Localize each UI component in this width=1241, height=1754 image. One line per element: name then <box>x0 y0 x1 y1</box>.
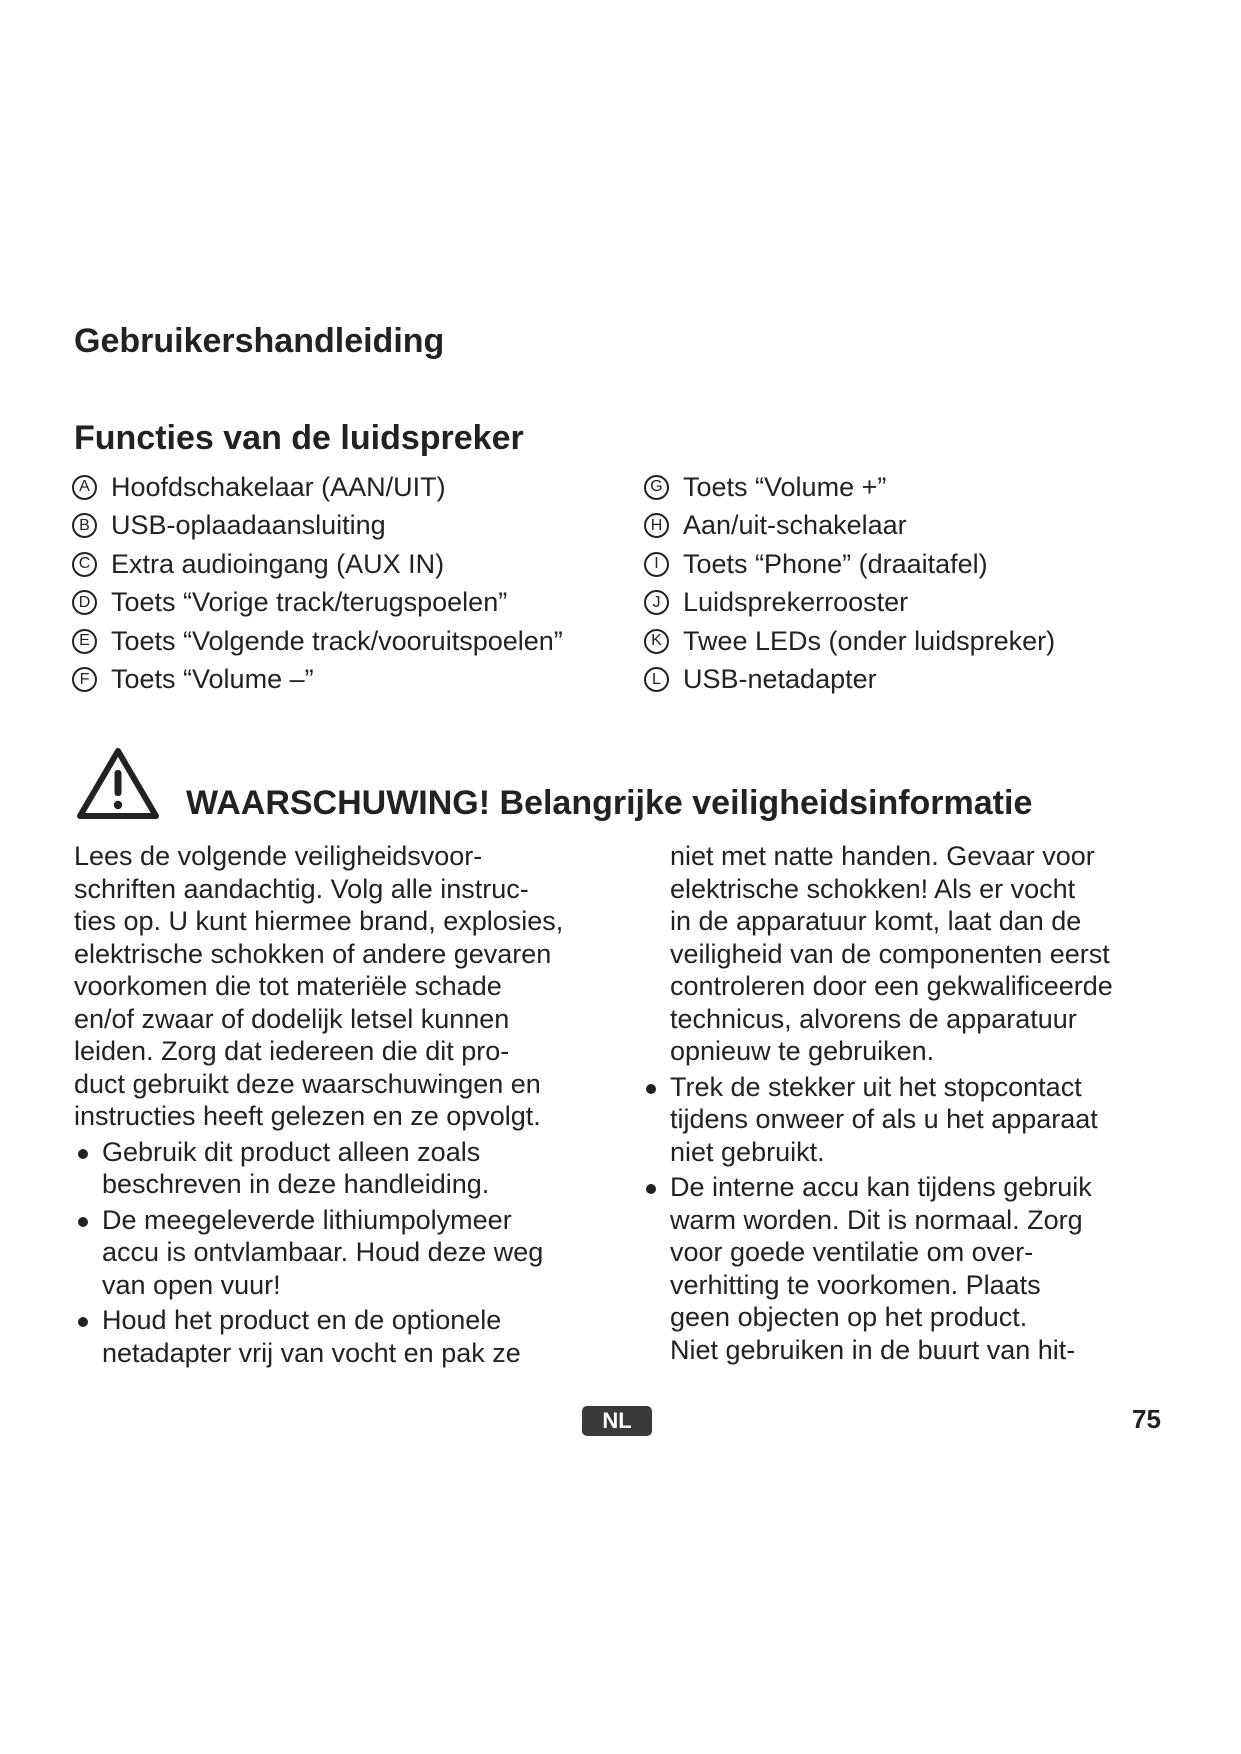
feature-item <box>644 584 1204 623</box>
circled-letter: F <box>72 667 97 692</box>
text-line: technicus, alvorens de apparatuur <box>670 1003 1077 1034</box>
circled-letter: G <box>644 475 669 500</box>
circled-letter: I <box>644 552 669 577</box>
feature-label: Extra audioingang (AUX IN) <box>111 548 445 579</box>
warning-bullet <box>642 1171 1210 1366</box>
text-line: Gebruik dit product alleen zoals <box>102 1136 481 1167</box>
feature-item <box>644 661 1204 700</box>
circled-letter: K <box>644 629 669 654</box>
bullet-dot <box>78 1317 88 1327</box>
circled-letter: C <box>72 552 97 577</box>
text-line: ties op. U kunt hiermee brand, explosies, <box>74 906 564 936</box>
bullet-dot <box>78 1149 88 1159</box>
feature-label: Toets “Volume –” <box>111 664 314 695</box>
text-line: verhitting te voorkomen. Plaats <box>670 1269 1041 1300</box>
text-line: De interne accu kan tijdens gebruik <box>670 1172 1092 1202</box>
warning-bullet <box>74 1304 634 1369</box>
text-line: tijdens onweer of als u het apparaat <box>670 1104 1098 1134</box>
circled-letter: B <box>72 513 97 538</box>
bullet-dot <box>646 1084 656 1094</box>
text-line: veiligheid van de componenten eerst <box>670 938 1110 969</box>
text-line: duct gebruikt deze waarschuwingen en <box>74 1068 541 1099</box>
text-line: in de apparatuur komt, laat dan de <box>670 906 1082 936</box>
text-line: leiden. Zorg dat iedereen die dit pro- <box>74 1036 510 1066</box>
text-line: Trek de stekker uit het stopcontact <box>670 1071 1082 1102</box>
text-line: controleren door een gekwalificeerde <box>670 971 1113 1001</box>
warning-triangle-icon <box>76 746 160 820</box>
feature-label: USB-netadapter <box>683 664 877 695</box>
feature-item <box>72 507 632 546</box>
text-line: accu is ontvlambaar. Houd deze weg <box>102 1237 544 1267</box>
text-line: elektrische schokken! Als er vocht <box>670 873 1076 904</box>
feature-item <box>72 661 632 700</box>
page-number: 75 <box>1132 1404 1161 1434</box>
feature-label: Toets “Phone” (draaitafel) <box>683 548 988 579</box>
text-line: instructies heeft gelezen en ze opvolgt. <box>74 1101 541 1131</box>
text-line: geen objecten op het product. <box>670 1302 1028 1332</box>
circled-letter: E <box>72 629 97 654</box>
feature-item <box>72 622 632 661</box>
circled-letter: D <box>72 590 97 615</box>
feature-item <box>644 545 1204 584</box>
warning-bullet <box>642 1071 1210 1169</box>
feature-label: Aan/uit-schakelaar <box>683 510 907 541</box>
text-line: schriften aandachtig. Volg alle instruc- <box>74 873 529 904</box>
text-line: van open vuur! <box>102 1269 281 1300</box>
text-line: voorkomen die tot materiële schade <box>74 971 502 1001</box>
text-line: Lees de volgende veiligheidsvoor- <box>74 841 483 871</box>
feature-label: Hoofdschakelaar (AAN/UIT) <box>111 471 446 502</box>
feature-label: Luidsprekerrooster <box>683 587 909 618</box>
text-line: niet gebruikt. <box>670 1136 825 1167</box>
feature-item <box>644 622 1204 661</box>
document-title: Gebruikershandleiding <box>74 322 445 360</box>
bullet-dot <box>78 1217 88 1227</box>
text-line: niet met natte handen. Gevaar voor <box>670 841 1095 871</box>
feature-item <box>72 468 632 507</box>
warning-intro <box>74 840 634 1133</box>
warning-column-right <box>670 840 1210 1366</box>
warning-column-left <box>74 840 634 1369</box>
text-line: Niet gebruiken in de buurt van hit- <box>670 1334 1076 1365</box>
circled-letter: L <box>644 667 669 692</box>
language-badge: NL <box>582 1406 652 1436</box>
text-line: beschreven in deze handleiding. <box>102 1169 490 1199</box>
feature-item <box>72 545 632 584</box>
warning-bullet <box>74 1136 634 1201</box>
features-title: Functies van de luidspreker <box>74 419 524 457</box>
text-line: voor goede ventilatie om over- <box>670 1237 1034 1267</box>
feature-label: Twee LEDs (onder luidspreker) <box>683 625 1056 656</box>
circled-letter: A <box>72 475 97 500</box>
warning-bullet <box>74 1204 634 1302</box>
feature-label: Toets “Volgende track/vooruitspoelen” <box>111 625 563 656</box>
feature-label: Toets “Vorige track/terugspoelen” <box>111 587 508 618</box>
feature-label: USB-oplaadaansluiting <box>111 510 386 541</box>
bullet-dot <box>646 1184 656 1194</box>
text-line: De meegeleverde lithiumpolymeer <box>102 1204 512 1235</box>
warning-heading: WAARSCHUWING! Belangrijke veiligheidsinformatie <box>186 784 1033 822</box>
circled-letter: J <box>644 590 669 615</box>
text-line: netadapter vrij van vocht en pak ze <box>102 1337 521 1368</box>
feature-label: Toets “Volume +” <box>683 471 887 502</box>
feature-item <box>72 584 632 623</box>
warning-continuation <box>670 840 1210 1068</box>
text-line: warm worden. Dit is normaal. Zorg <box>670 1204 1083 1235</box>
text-line: Houd het product en de optionele <box>102 1305 502 1335</box>
circled-letter: H <box>644 513 669 538</box>
text-line: elektrische schokken of andere gevaren <box>74 938 552 969</box>
features-list-left <box>72 468 632 699</box>
text-line: en/of zwaar of dodelijk letsel kunnen <box>74 1003 510 1034</box>
text-line: opnieuw te gebruiken. <box>670 1036 935 1066</box>
features-list-right <box>644 468 1204 699</box>
feature-item <box>644 468 1204 507</box>
feature-item <box>644 507 1204 546</box>
